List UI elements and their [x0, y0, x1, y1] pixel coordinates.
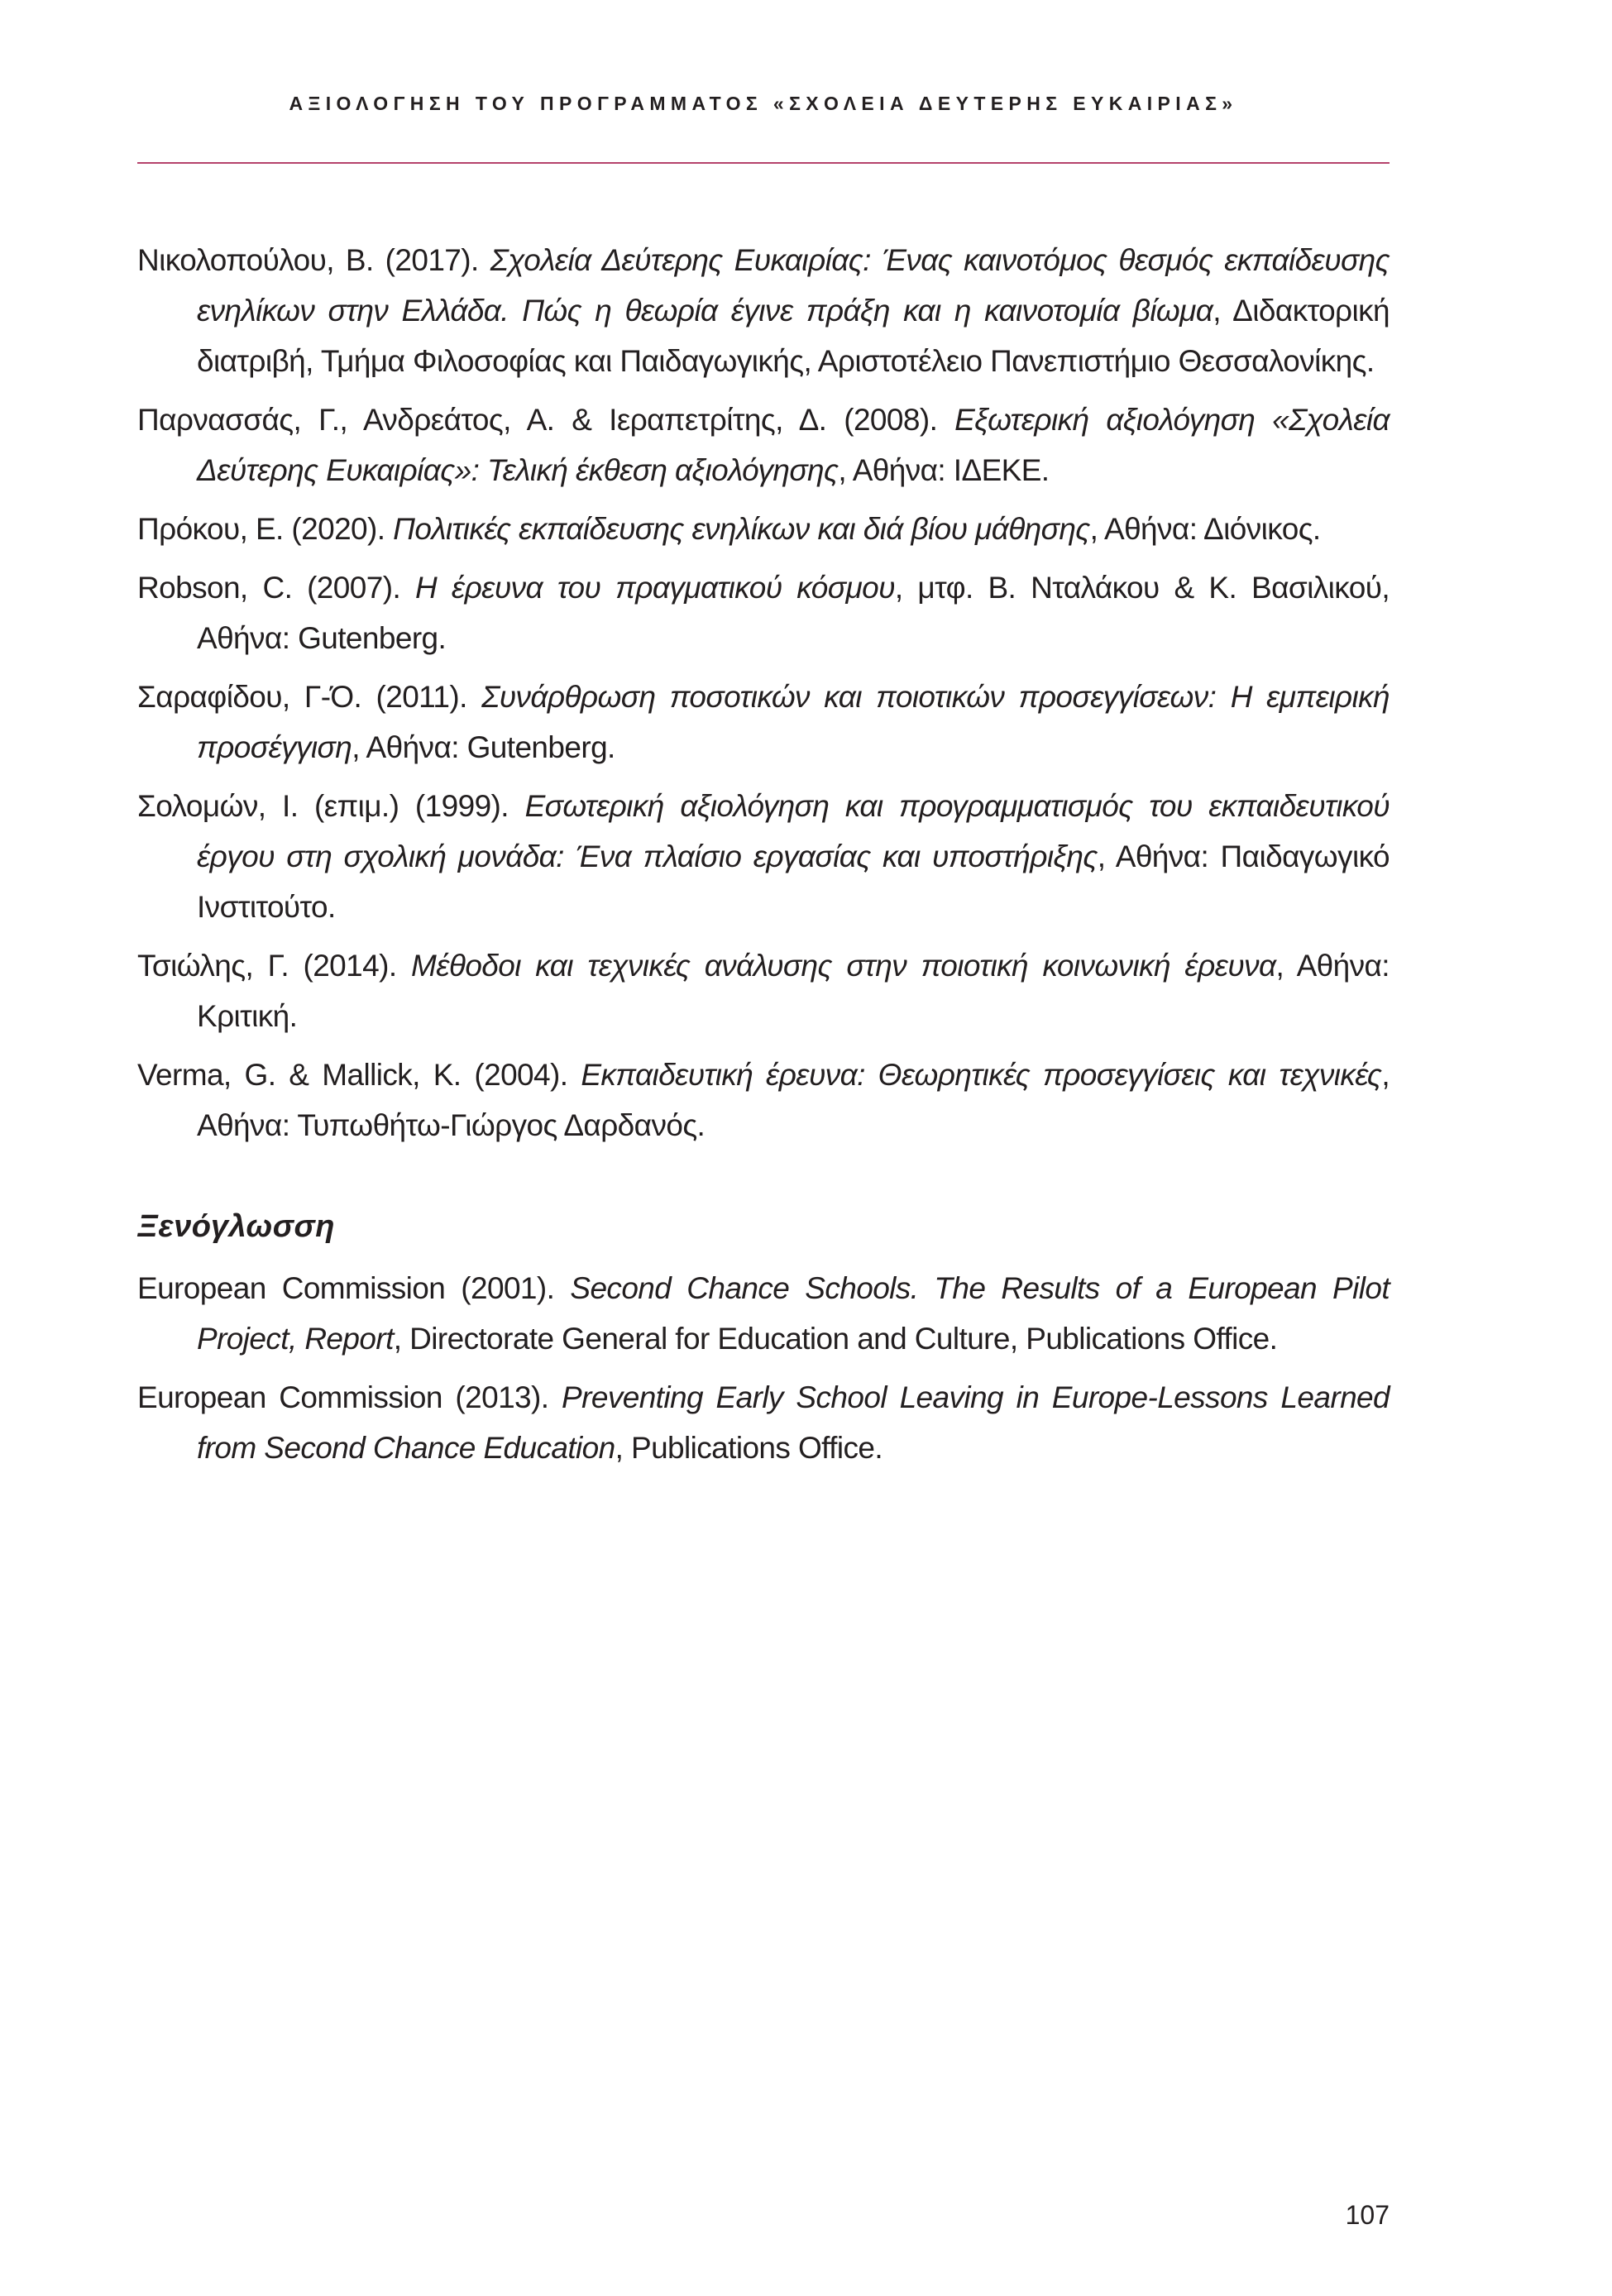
- reference-authors: Πρόκου, Ε. (2020).: [137, 512, 394, 546]
- reference-tsiolis-2014: [137, 940, 1390, 1041]
- reference-publisher: , Αθήνα: Gutenberg.: [352, 730, 615, 764]
- reference-european-commission-2001: [137, 1263, 1390, 1364]
- page-number: 107: [1345, 2200, 1390, 2230]
- reference-sarafidou-2011: [137, 672, 1390, 773]
- reference-publisher: , Αθήνα: Κριτική.: [197, 949, 1390, 1033]
- running-header-title: ΑΞΙΟΛΟΓΗΣΗ ΤΟΥ ΠΡΟΓΡΑΜΜΑΤΟΣ «ΣΧΟΛΕΙΑ ΔΕΥΤΕΡΗΣ ΕΥΚΑΙΡΙΑΣ»: [289, 93, 1238, 114]
- reference-title: Σχολεία Δεύτερης Ευκαιρίας: Ένας καινοτόμος θεσμός εκπαίδευσης ενηλίκων στην Ελλάδα. Πώς η θεωρία έγινε πράξη και η καινοτομία βίωμα: [197, 243, 1390, 328]
- reference-authors: European Commission (2013).: [137, 1380, 562, 1414]
- reference-title: Εξωτερική αξιολόγηση «Σχολεία Δεύτερης Ευκαιρίας»: Τελική έκθεση αξιολόγησης: [197, 403, 1390, 487]
- reference-solomon-1999: [137, 781, 1390, 932]
- reference-european-commission-2013: [137, 1372, 1390, 1473]
- reference-publisher: , μτφ. Β. Νταλάκου & Κ. Βασιλικού, Αθήνα: Gutenberg.: [197, 571, 1390, 655]
- reference-parnassas-2008: [137, 395, 1390, 495]
- reference-authors: Παρνασσάς, Γ., Ανδρεάτος, Α. & Ιεραπετρίτης, Δ. (2008).: [137, 403, 955, 437]
- reference-publisher: , Αθήνα: Τυπωθήτω-Γιώργος Δαρδανός.: [197, 1058, 1390, 1142]
- reference-title: Preventing Early School Leaving in Europe-Lessons Learned from Second Chance Education: [197, 1380, 1390, 1465]
- reference-authors: Νικολοπούλου, Β. (2017).: [137, 243, 490, 277]
- reference-title: Εκπαιδευτική έρευνα: Θεωρητικές προσεγγίσεις και τεχνικές: [581, 1058, 1382, 1092]
- reference-authors: Σολομών, Ι. (επιμ.) (1999).: [137, 789, 525, 823]
- reference-publisher: , Αθήνα: ΙΔΕΚΕ.: [838, 453, 1050, 487]
- bibliography: [137, 235, 1390, 1481]
- reference-authors: Robson, C. (2007).: [137, 571, 415, 605]
- reference-publisher: , Διδακτορική διατριβή, Τμήμα Φιλοσοφίας και Παιδαγωγικής, Αριστοτέλειο Πανεπιστήμιο Θεσσαλονίκης.: [197, 294, 1390, 378]
- reference-authors: Verma, G. & Mallick, K. (2004).: [137, 1058, 581, 1092]
- reference-verma-mallick-2004: [137, 1050, 1390, 1150]
- reference-title: Πολιτικές εκπαίδευσης ενηλίκων και διά βίου μάθησης: [393, 512, 1090, 546]
- reference-title: Μέθοδοι και τεχνικές ανάλυσης στην ποιοτική κοινωνική έρευνα: [410, 949, 1276, 983]
- reference-publisher: , Publications Office.: [615, 1431, 883, 1465]
- reference-robson-2007: [137, 562, 1390, 663]
- reference-authors: Τσιώλης, Γ. (2014).: [137, 949, 411, 983]
- section-heading-foreign: Ξενόγλωσση: [137, 1209, 335, 1244]
- reference-prokou-2020: [137, 504, 1390, 554]
- reference-publisher: , Directorate General for Education and Culture, Publications Office.: [393, 1322, 1278, 1356]
- reference-title: Η έρευνα του πραγματικού κόσμου: [414, 571, 895, 605]
- reference-title: Εσωτερική αξιολόγηση και προγραμματισμός του εκπαιδευτικού έργου στη σχολική μονάδα: Ένα πλαίσιο εργασίας και υποστήριξης: [197, 789, 1390, 873]
- reference-publisher: , Αθήνα: Διόνικος.: [1089, 512, 1321, 546]
- reference-nikolopoulou-2017: [137, 235, 1390, 386]
- reference-title: Second Chance Schools. The Results of a European Pilot Project, Report: [197, 1271, 1390, 1356]
- reference-publisher: , Αθήνα: Παιδαγωγικό Ινστιτούτο.: [197, 839, 1390, 924]
- reference-authors: European Commission (2001).: [137, 1271, 571, 1305]
- reference-authors: Σαραφίδου, Γ-Ό. (2011).: [137, 680, 482, 714]
- reference-title: Συνάρθρωση ποσοτικών και ποιοτικών προσεγγίσεων: Η εμπειρική προσέγγιση: [197, 680, 1390, 764]
- header-divider: [137, 162, 1390, 164]
